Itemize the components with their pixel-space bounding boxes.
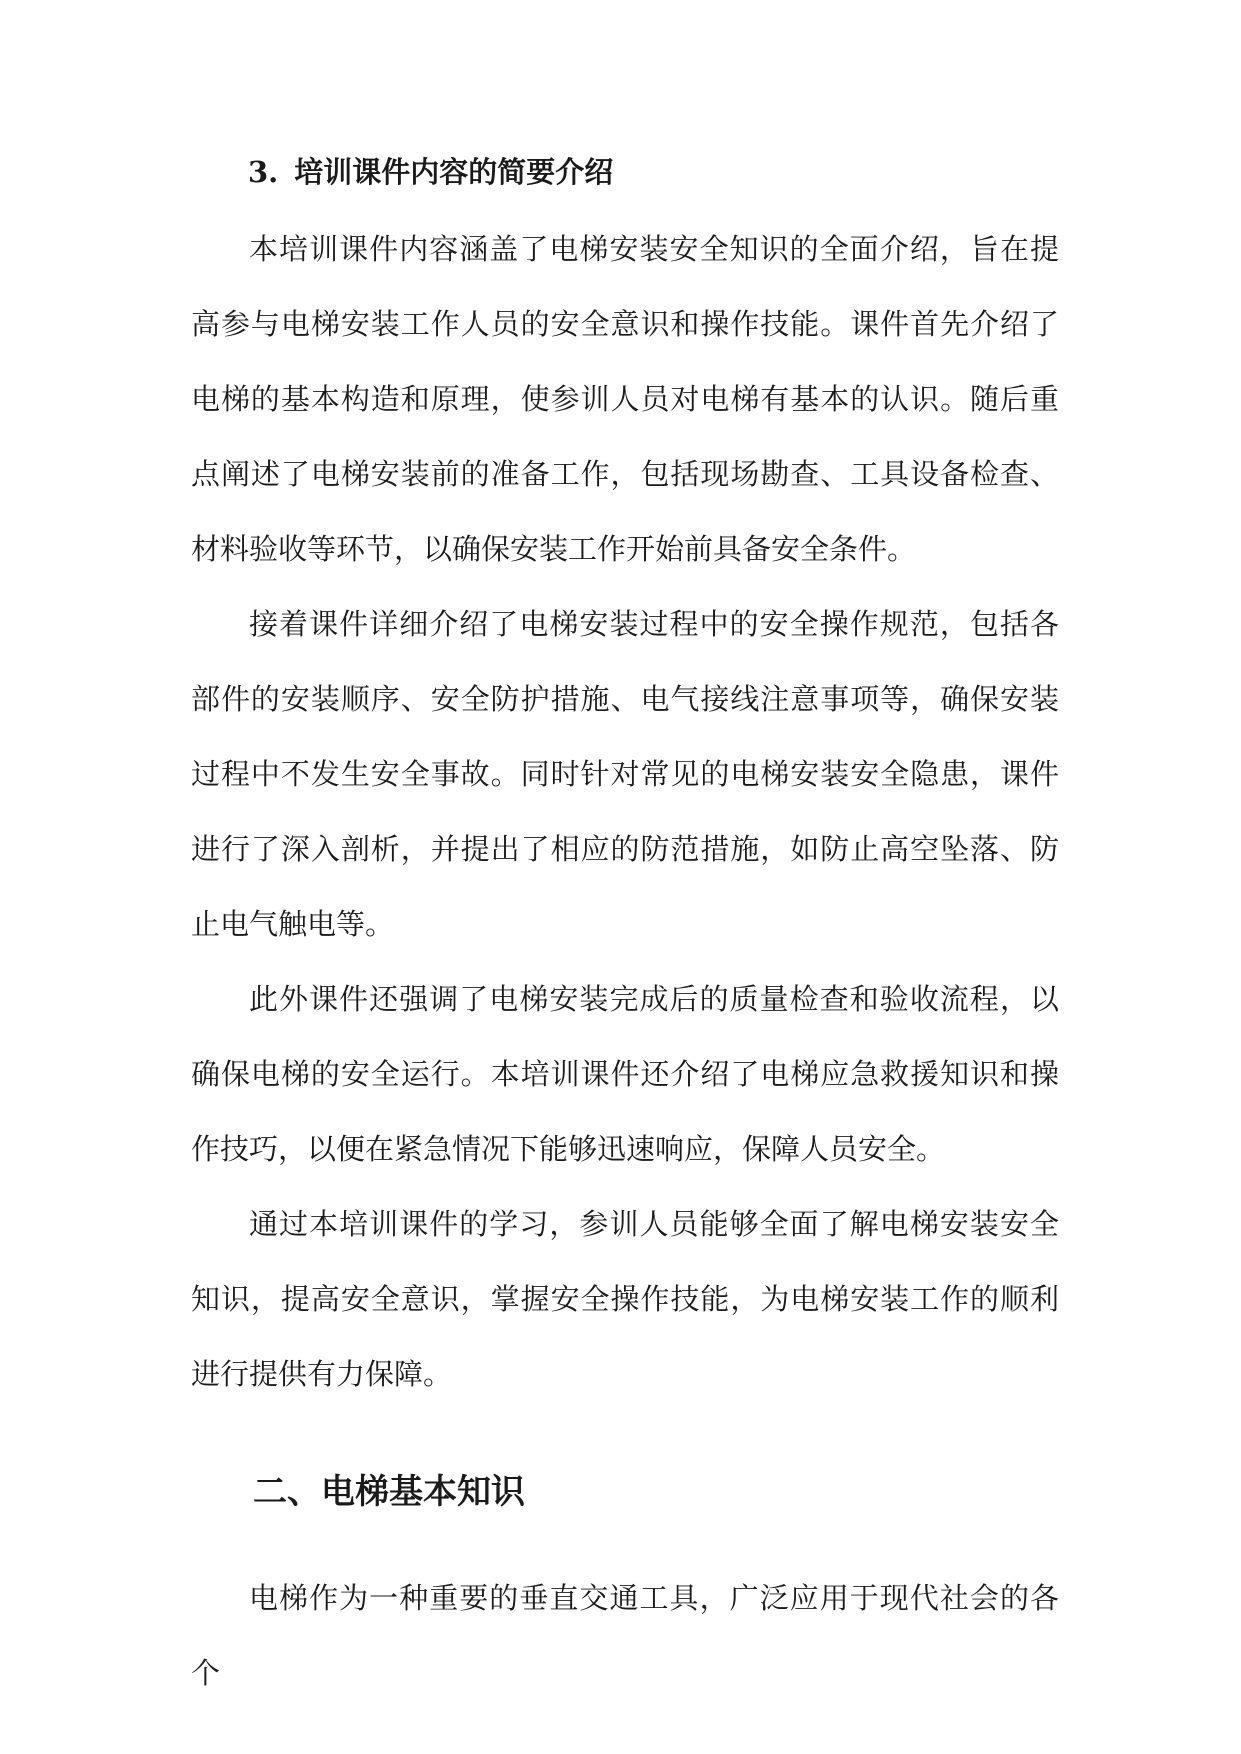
subsection-title: 培训课件内容的简要介绍 bbox=[294, 155, 614, 189]
body-paragraph: 接着课件详细介绍了电梯安装过程中的安全操作规范，包括各部件的安装顺序、安全防护措施、电气接线注意事项等，确保安装过程中不发生安全事故。同时针对常见的电梯安装安全隐患，课件进行了深入剖析，并提出了相应的防范措施，如防止高空坠落、防止电气触电等。 bbox=[191, 607, 1059, 941]
section-paragraph: 电梯作为一种重要的垂直交通工具，广泛应用于现代社会的各个 bbox=[191, 1581, 1059, 1690]
body-paragraph: 此外课件还强调了电梯安装完成后的质量检查和验收流程，以确保电梯的安全运行。本培训课件还介绍了电梯应急救援知识和操作技巧，以便在紧急情况下能够迅速响应，保障人员安全。 bbox=[191, 982, 1059, 1166]
body-paragraph: 通过本培训课件的学习，参训人员能够全面了解电梯安装安全知识，提高安全意识，掌握安全操作技能，为电梯安装工作的顺利进行提供有力保障。 bbox=[191, 1207, 1059, 1391]
subsection-number: 3. bbox=[248, 155, 279, 189]
subsection-heading bbox=[248, 148, 613, 196]
section-heading: 二、电梯基本知识 bbox=[253, 1472, 525, 1512]
body-paragraph: 本培训课件内容涵盖了电梯安装安全知识的全面介绍，旨在提高参与电梯安装工作人员的安全意识和操作技能。课件首先介绍了电梯的基本构造和原理，使参训人员对电梯有基本的认识。随后重点阐述了电梯安装前的准备工作，包括现场勘查、工具设备检查、材料验收等环节，以确保安装工作开始前具备安全条件。 bbox=[191, 232, 1059, 566]
